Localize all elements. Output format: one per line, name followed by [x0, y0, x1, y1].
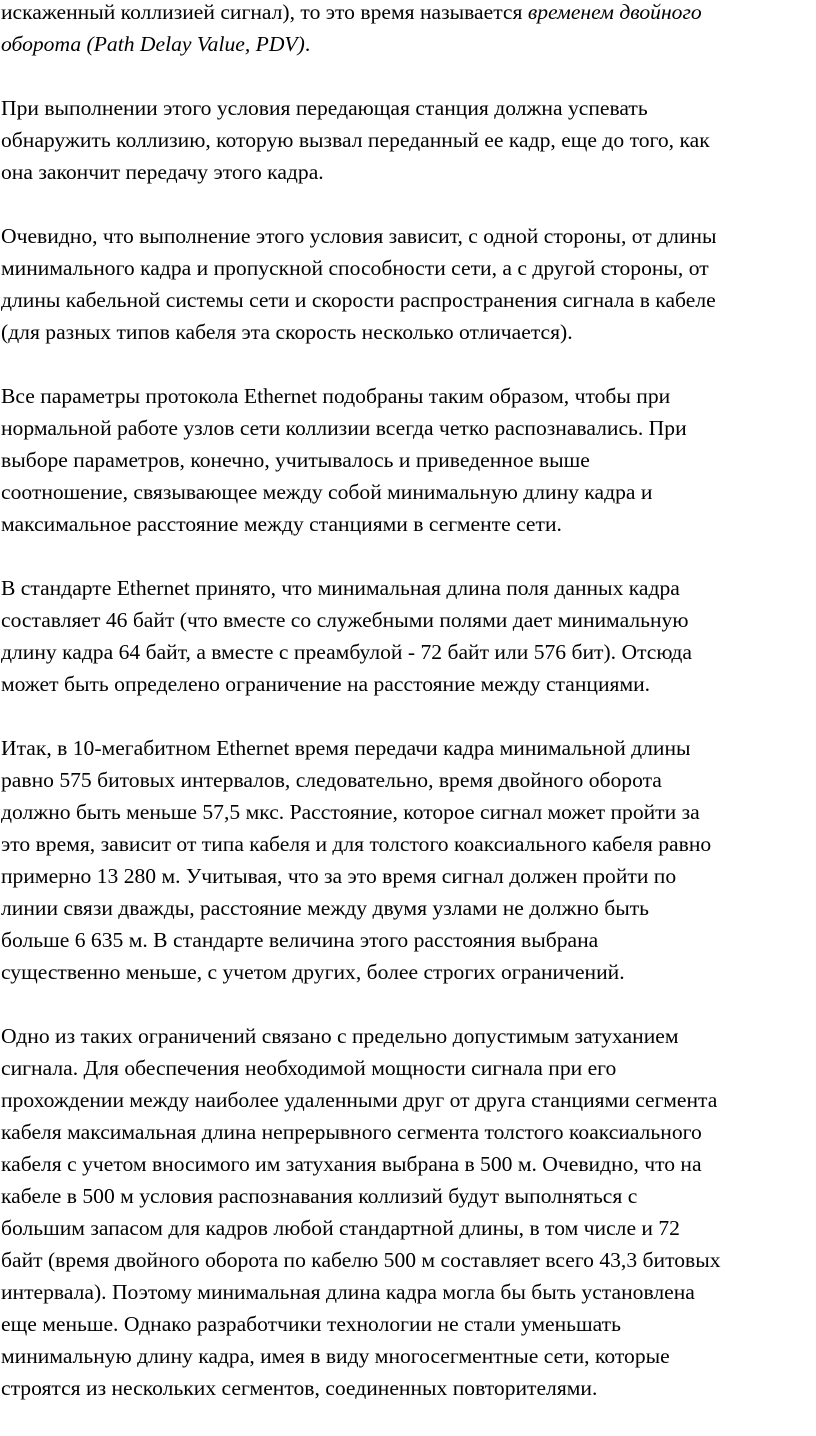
text-run: она закончит передачу этого кадра. — [1, 160, 324, 184]
text-line — [1, 0, 816, 28]
text-run: прохождении между наиболее удаленными друг от друга станциями сегмента — [1, 1088, 718, 1112]
text-line — [1, 572, 816, 604]
text-run: минимального кадра и пропускной способности сети, а с другой стороны, от — [1, 256, 709, 280]
text-line — [1, 636, 816, 668]
text-run: (для разных типов кабеля эта скорость несколько отличается). — [1, 320, 573, 344]
text-line — [1, 924, 816, 956]
text-line — [1, 764, 816, 796]
text-run: большим запасом для кадров любой стандартной длины, в том числе и 72 — [1, 1216, 680, 1240]
text-run: строятся из нескольких сегментов, соединенных повторителями. — [1, 1376, 598, 1400]
paragraph-1 — [0, 0, 816, 60]
text-line — [1, 28, 816, 60]
text-line — [1, 1148, 816, 1180]
text-run: это время, зависит от типа кабеля и для толстого коаксиального кабеля равно — [1, 832, 712, 856]
paragraph-4 — [0, 380, 816, 540]
text-line — [1, 1372, 816, 1404]
text-line — [1, 220, 816, 252]
paragraph-6 — [0, 732, 816, 988]
text-run: Одно из таких ограничений связано с предельно допустимым затуханием — [1, 1024, 679, 1048]
paragraph-3 — [0, 220, 816, 348]
text-line — [1, 1340, 816, 1372]
italic-text-run: оборота (Path Delay Value, PDV) — [1, 32, 305, 56]
text-line — [1, 1308, 816, 1340]
text-line — [1, 92, 816, 124]
text-line — [1, 668, 816, 700]
text-line — [1, 1116, 816, 1148]
text-line — [1, 412, 816, 444]
text-line — [1, 508, 816, 540]
text-line — [1, 156, 816, 188]
text-run: искаженный коллизией сигнал), то это время называется — [1, 0, 528, 24]
text-line — [1, 860, 816, 892]
text-run: равно 575 битовых интервалов, следовательно, время двойного оборота — [1, 768, 662, 792]
text-line — [1, 284, 816, 316]
text-run: больше 6 635 м. В стандарте величина этого расстояния выбрана — [1, 928, 599, 952]
text-line — [1, 1084, 816, 1116]
text-run: Все параметры протокола Ethernet подобраны таким образом, чтобы при — [1, 384, 671, 408]
text-line — [1, 828, 816, 860]
paragraph-7 — [0, 1020, 816, 1404]
text-run: примерно 13 280 м. Учитывая, что за это время сигнал должен пройти по — [1, 864, 677, 888]
text-run: существенно меньше, с учетом других, более строгих ограничений. — [1, 960, 625, 984]
text-line — [1, 732, 816, 764]
text-run: соотношение, связывающее между собой минимальную длину кадра и — [1, 480, 653, 504]
text-run: кабеле в 500 м условия распознавания коллизий будут выполняться с — [1, 1184, 638, 1208]
text-run: составляет 46 байт (что вместе со служебными полями дает минимальную — [1, 608, 689, 632]
text-run: линии связи дважды, расстояние между двумя узлами не должно быть — [1, 896, 649, 920]
text-run: Очевидно, что выполнение этого условия зависит, с одной стороны, от длины — [1, 224, 717, 248]
text-run: длины кабельной системы сети и скорости распространения сигнала в кабеле — [1, 288, 716, 312]
text-line — [1, 956, 816, 988]
italic-text-run: временем двойного — [527, 0, 702, 24]
paragraph-5 — [0, 572, 816, 700]
text-line — [1, 1020, 816, 1052]
text-run: максимальное расстояние между станциями в сегменте сети. — [1, 512, 562, 536]
text-run: обнаружить коллизию, которую вызвал переданный ее кадр, еще до того, как — [1, 128, 710, 152]
text-line — [1, 1180, 816, 1212]
text-run: длину кадра 64 байт, а вместе с преамбулой - 72 байт или 576 бит). Отсюда — [1, 640, 692, 664]
text-run: еще меньше. Однако разработчики технологии не стали уменьшать — [1, 1312, 621, 1336]
text-line — [1, 316, 816, 348]
text-run: При выполнении этого условия передающая станция должна успевать — [1, 96, 648, 120]
text-line — [1, 252, 816, 284]
text-run: байт (время двойного оборота по кабелю 500 м составляет всего 43,3 битовых — [1, 1248, 721, 1272]
text-line — [1, 476, 816, 508]
text-line — [1, 1212, 816, 1244]
text-run: В стандарте Ethernet принято, что минимальная длина поля данных кадра — [1, 576, 680, 600]
text-run: кабеля с учетом вносимого им затухания выбрана в 500 м. Очевидно, что на — [1, 1152, 702, 1176]
text-line — [1, 796, 816, 828]
text-run: нормальной работе узлов сети коллизии всегда четко распознавались. При — [1, 416, 687, 440]
text-line — [1, 1052, 816, 1084]
text-line — [1, 1244, 816, 1276]
paragraph-2 — [0, 92, 816, 188]
text-line — [1, 1276, 816, 1308]
text-run: . — [304, 32, 311, 56]
text-run: кабеля максимальная длина непрерывного сегмента толстого коаксиального — [1, 1120, 702, 1144]
text-run: может быть определено ограничение на расстояние между станциями. — [1, 672, 651, 696]
text-line — [1, 380, 816, 412]
text-run: Итак, в 10-мегабитном Ethernet время передачи кадра минимальной длины — [1, 736, 691, 760]
text-run: минимальную длину кадра, имея в виду многосегментные сети, которые — [1, 1344, 670, 1368]
text-line — [1, 892, 816, 924]
text-line — [1, 444, 816, 476]
text-run: сигнала. Для обеспечения необходимой мощности сигнала при его — [1, 1056, 617, 1080]
text-run: выборе параметров, конечно, учитывалось и приведенное выше — [1, 448, 590, 472]
text-run: должно быть меньше 57,5 мкс. Расстояние, которое сигнал может пройти за — [1, 800, 700, 824]
text-line — [1, 124, 816, 156]
text-run: интервала). Поэтому минимальная длина кадра могла бы быть установлена — [1, 1280, 695, 1304]
text-line — [1, 604, 816, 636]
